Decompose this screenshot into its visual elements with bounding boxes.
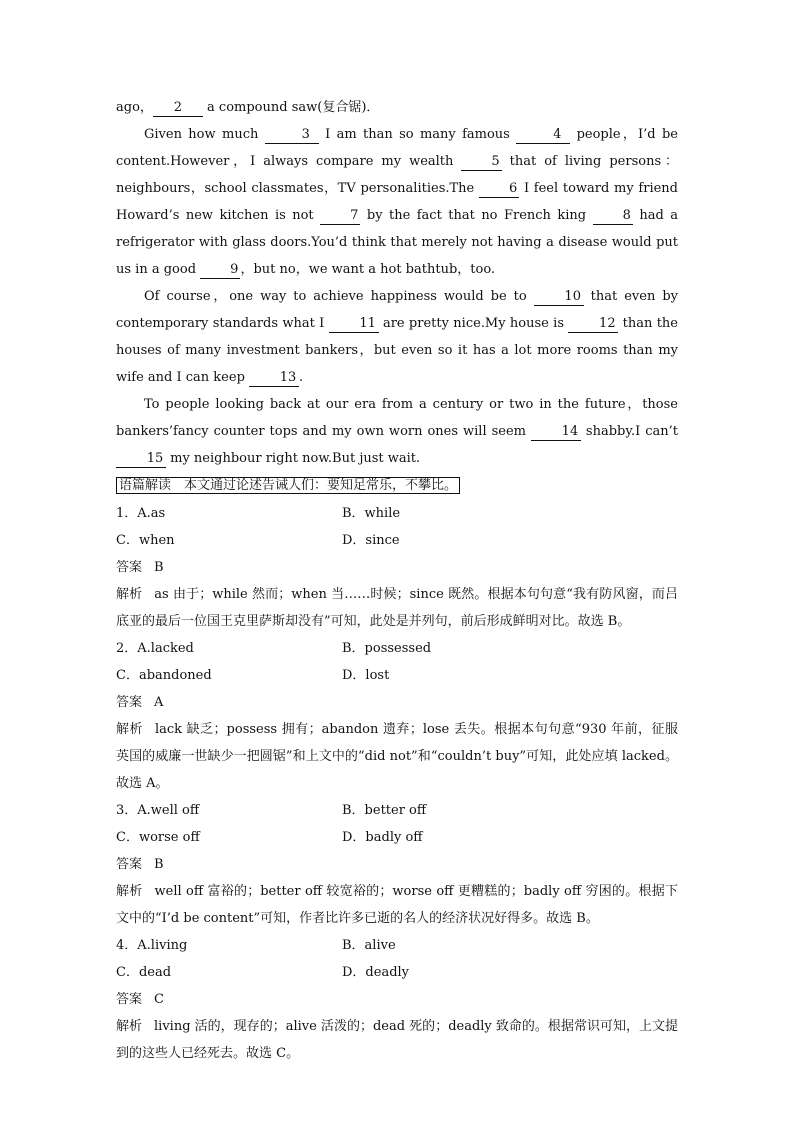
question-3 — [116, 797, 678, 932]
answer-label: 答案 — [116, 992, 143, 1007]
answer-line — [116, 851, 678, 878]
analysis-label: 解析 — [116, 1019, 143, 1034]
analysis-line — [116, 1013, 678, 1067]
options-row — [116, 824, 678, 851]
passage-paragraph-2: Of course，one way to achieve happiness would be to 10 that even by contemporary standards what I 11 are pretty nice.My house is 12 than the houses of many investment bankers，but even so it has a lot more rooms than my wife and I can keep 13 . — [116, 289, 678, 385]
option-a[interactable]: 2．A.lacked — [116, 641, 194, 656]
option-d[interactable]: D．since — [342, 533, 400, 548]
question-1 — [116, 500, 678, 635]
option-c[interactable]: C．when — [116, 533, 175, 548]
option-d[interactable]: D．badly off — [342, 830, 423, 845]
blank-6[interactable]: 6 — [479, 181, 519, 198]
options-row — [116, 932, 678, 959]
question-4 — [116, 932, 678, 1067]
passage-paragraph-1: Given how much 3 I am than so many famous 4 people，I’d be content.However，I always compare my wealth 5 that of living persons：neighbours，school classmates，TV personalities.The 6 I feel toward my friend Howard’s new kitchen is not 7 by the fact that no French king 8 had a refrigerator with glass doors.You’d think that merely not having a disease would put us in a good 9 ，but no，we want a hot bathtub，too. — [116, 127, 679, 277]
options-row — [116, 662, 678, 689]
analysis-line — [116, 878, 678, 932]
analysis-line — [116, 716, 678, 797]
options-row — [116, 959, 678, 986]
option-b[interactable]: B．possessed — [342, 641, 432, 656]
answer-line — [116, 554, 678, 581]
blank-8[interactable]: 8 — [593, 208, 633, 225]
analysis-label: 解析 — [116, 884, 143, 899]
option-a[interactable]: 3．A.well off — [116, 803, 200, 818]
option-d[interactable]: D．deadly — [342, 965, 410, 980]
blank-9[interactable]: 9 — [200, 262, 240, 279]
answer-value: C — [154, 992, 164, 1007]
blank-7[interactable]: 7 — [320, 208, 360, 225]
analysis-line — [116, 581, 678, 635]
passage-paragraph-0: ago， 2 a compound saw(复合锯)． — [116, 100, 380, 115]
blank-11[interactable]: 11 — [329, 316, 379, 333]
answer-line — [116, 689, 678, 716]
answer-value: B — [154, 560, 164, 575]
options-row — [116, 635, 678, 662]
blank-15[interactable]: 15 — [116, 451, 166, 468]
question-2 — [116, 635, 678, 797]
option-d[interactable]: D．lost — [342, 668, 390, 683]
blank-13[interactable]: 13 — [249, 370, 299, 387]
option-c[interactable]: C．dead — [116, 965, 172, 980]
blank-5[interactable]: 5 — [461, 154, 501, 171]
option-b[interactable]: B．alive — [342, 938, 396, 953]
options-row — [116, 500, 678, 527]
blank-12[interactable]: 12 — [568, 316, 618, 333]
option-b[interactable]: B．better off — [342, 803, 427, 818]
passage-paragraph-3: To people looking back at our era from a century or two in the future，those bankers’fancy counter tops and my own worn ones will seem 14 shabby.I can’t 15 my neighbour right now.But just wait. — [116, 397, 678, 466]
analysis-text: lack 缺乏；possess 拥有；abandon 遗弃；lose 丢失。根据本句句意“930 年前，征服英国的威廉一世缺少一把圆锯”和上文中的“did not”和“couldn’t buy”可知，此处应填 lacked。故选 A。 — [116, 722, 678, 791]
blank-2[interactable]: 2 — [153, 100, 203, 117]
answer-line — [116, 986, 678, 1013]
blank-14[interactable]: 14 — [531, 424, 581, 441]
analysis-text: living 活的，现存的；alive 活泼的；dead 死的；deadly 致命的。根据常识可知，上文提到的这些人已经死去。故选 C。 — [116, 1019, 678, 1061]
option-a[interactable]: 4．A.living — [116, 938, 188, 953]
analysis-text: as 由于；while 然而；when 当……时候；since 既然。根据本句句意“我有防风窗，而吕底亚的最后一位国王克里萨斯却没有”可知，此处是并列句，前后形成鲜明对比。故选 B。 — [116, 587, 678, 629]
answer-label: 答案 — [116, 857, 143, 872]
options-row — [116, 797, 678, 824]
option-b[interactable]: B．while — [342, 506, 401, 521]
option-c[interactable]: C．abandoned — [116, 668, 212, 683]
options-row — [116, 527, 678, 554]
blank-4[interactable]: 4 — [516, 127, 570, 144]
analysis-text: well off 富裕的；better off 较宽裕的；worse off 更糟糕的；badly off 穷困的。根据下文中的“I’d be content”可知，作者比许多已逝的名人的经济状况好得多。故选 B。 — [116, 884, 678, 926]
blank-10[interactable]: 10 — [534, 289, 584, 306]
analysis-label: 解析 — [116, 587, 143, 602]
blank-3[interactable]: 3 — [265, 127, 319, 144]
answer-label: 答案 — [116, 560, 143, 575]
option-c[interactable]: C．worse off — [116, 830, 200, 845]
answer-label: 答案 — [116, 695, 143, 710]
answer-value: A — [154, 695, 164, 710]
answer-value: B — [154, 857, 164, 872]
passage-summary-box: 语篇解读 本文通过论述告诫人们：要知足常乐，不攀比。 — [116, 477, 460, 494]
option-a[interactable]: 1．A.as — [116, 506, 166, 521]
analysis-label: 解析 — [116, 722, 143, 737]
